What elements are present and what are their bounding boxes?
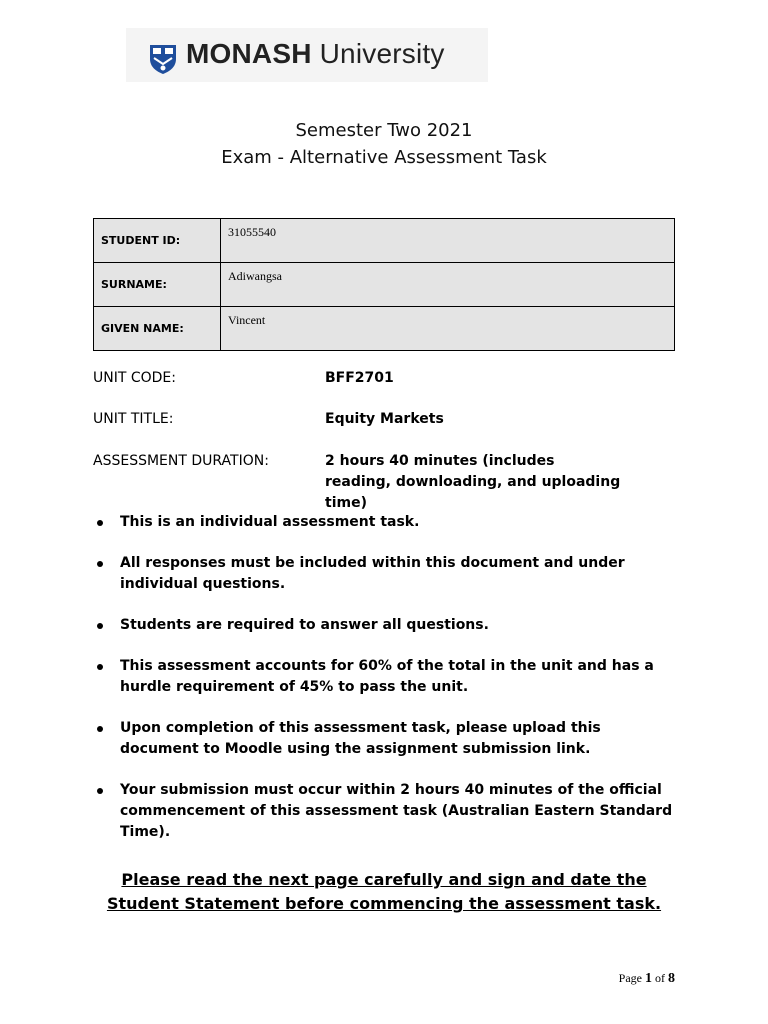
student-id-value[interactable]: 31055540 xyxy=(221,219,675,263)
unit-title-label: UNIT TITLE: xyxy=(93,411,174,427)
exam-title: Exam - Alternative Assessment Task xyxy=(221,147,547,168)
bullet-icon xyxy=(97,726,103,732)
duration-value: 2 hours 40 minutes (includes reading, downloading, and uploading time) xyxy=(325,453,621,511)
student-id-row xyxy=(94,219,675,263)
logo-brand: MONASH xyxy=(186,38,312,69)
bullet-icon xyxy=(97,561,103,567)
surname-row xyxy=(94,263,675,307)
surname-label: SURNAME: xyxy=(94,263,221,307)
student-details-table xyxy=(93,218,675,351)
instructions-list xyxy=(93,512,675,863)
bullet-icon xyxy=(97,623,103,629)
page-total: 8 xyxy=(668,971,675,986)
given-name-row xyxy=(94,307,675,351)
semester-title: Semester Two 2021 xyxy=(295,120,473,141)
page-current: 1 xyxy=(645,971,652,986)
logo-suffix: University xyxy=(319,38,445,69)
rule-text: Your submission must occur within 2 hours 40 minutes of the official commencement of this assessment task (Australian Eastern Standard Time). xyxy=(120,782,673,840)
given-name-value[interactable]: Vincent xyxy=(221,307,675,351)
rule-text: Students are required to answer all questions. xyxy=(120,617,489,633)
page-number xyxy=(619,971,675,987)
bullet-icon xyxy=(97,664,103,670)
surname-value[interactable]: Adiwangsa xyxy=(221,263,675,307)
student-id-label: STUDENT ID: xyxy=(94,219,221,263)
list-item xyxy=(93,656,675,698)
list-item xyxy=(93,512,675,533)
rule-text: Upon completion of this assessment task, please upload this document to Moodle using the assignment submission link. xyxy=(120,720,601,757)
student-statement-notice: Please read the next page carefully and sign and date the Student Statement before commencing the assessment task. xyxy=(106,870,662,913)
page-of: of xyxy=(655,971,665,985)
rule-text: This assessment accounts for 60% of the total in the unit and has a hurdle requirement of 45% to pass the unit. xyxy=(120,658,654,695)
list-item xyxy=(93,780,675,843)
unit-code-value: BFF2701 xyxy=(325,370,394,386)
list-item xyxy=(93,718,675,760)
rule-text: This is an individual assessment task. xyxy=(120,514,420,530)
bullet-icon xyxy=(97,788,103,794)
rule-text: All responses must be included within this document and under individual questions. xyxy=(120,555,625,592)
page-prefix: Page xyxy=(618,971,642,985)
unit-code-label: UNIT CODE: xyxy=(93,370,176,386)
list-item xyxy=(93,615,675,636)
monash-crest-icon xyxy=(148,43,178,75)
given-name-label: GIVEN NAME: xyxy=(94,307,221,351)
monash-logo-text xyxy=(186,38,445,70)
list-item xyxy=(93,553,675,595)
duration-label: ASSESSMENT DURATION: xyxy=(93,453,269,469)
unit-title-value: Equity Markets xyxy=(325,411,444,427)
bullet-icon xyxy=(97,520,103,526)
